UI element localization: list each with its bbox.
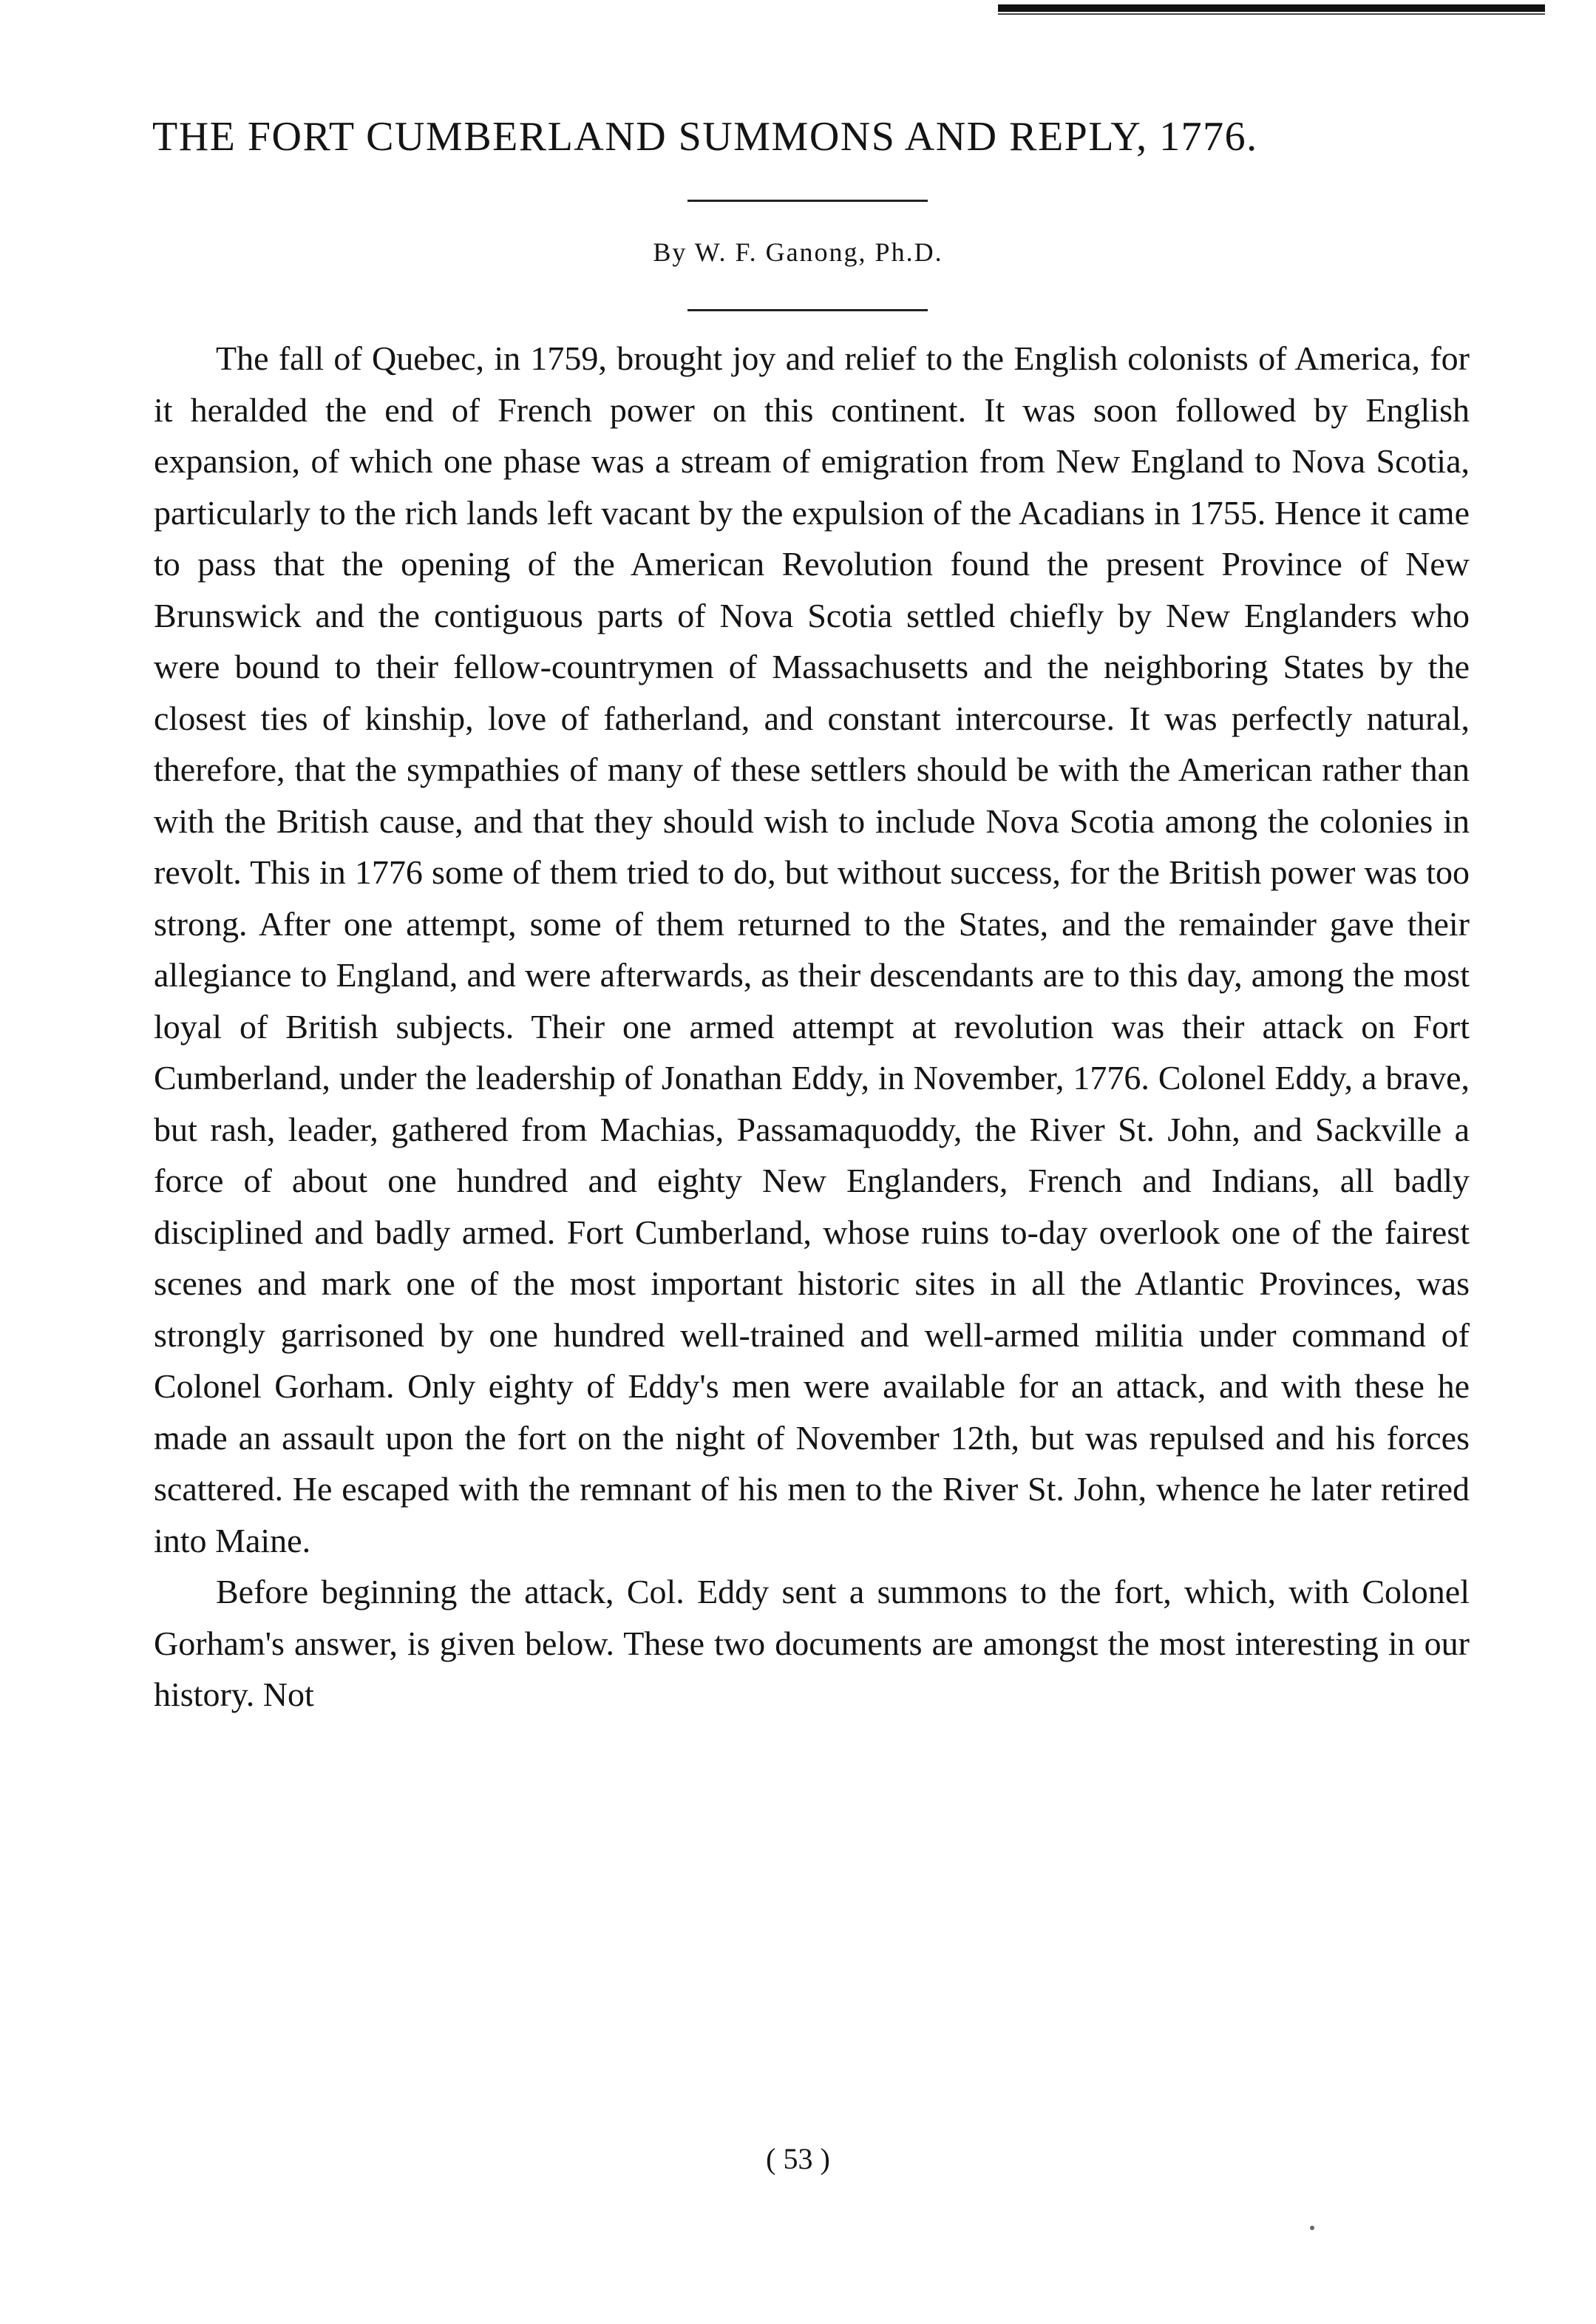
page-number: ( 53 ) [766,2142,830,2175]
top-border-rule-thin [998,13,1545,15]
byline-divider [687,309,928,311]
article-title: THE FORT CUMBERLAND SUMMONS AND REPLY, 1776. [152,114,1258,160]
paragraph-1: The fall of Quebec, in 1759, brought joy and relief to the English colonists of America, for it heralded the end of French power on this continent. It was soon followed by English expansion, of which one phase was a stream of emigration from New England to Nova Scotia, particularly to the rich lands left vacant by the expulsion of the Acadians in 1755. Hence it came to pass that the opening of the American Revolution found the present Province of New Brunswick and the contiguous parts of Nova Scotia settled chiefly by New Englanders who were bound to their fellow-countrymen of Massachusetts and the neighboring States by the closest ties of kinship, love of fatherland, and constant intercourse. It was perfectly natural, therefore, that the sympathies of many of these settlers should be with the American rather than with the British cause, and that they should wish to include Nova Scotia among the colonies in revolt. This in 1776 some of them tried to do, but without success, for the British power was too strong. After one attempt, some of them returned to the States, and the remainder gave their allegiance to England, and were afterwards, as their descendants are to this day, among the most loyal of British subjects. Their one armed attempt at revolution was their attack on Fort Cumberland, under the leadership of Jonathan Eddy, in November, 1776. Colonel Eddy, a brave, but rash, leader, gathered from Machias, Passamaquoddy, the River St. John, and Sackville a force of about one hundred and eighty New Englanders, French and Indians, all badly disciplined and badly armed. Fort Cumberland, whose ruins to-day overlook one of the fairest scenes and mark one of the most important historic sites in all the Atlantic Provinces, was strongly garrisoned by one hundred well-trained and well-armed militia under command of Colonel Gorham. Only eighty of Eddy's men were available for an attack, and with these he made an assault upon the fort on the night of November 12th, but was repulsed and his forces scattered. He escaped with the remnant of his men to the River St. John, whence he later retired into Maine. [154,339,1470,1559]
title-divider [687,200,928,202]
author-byline: By W. F. Ganong, Ph.D. [653,237,943,267]
page-speck [1310,2226,1314,2230]
article-body [154,333,1470,1721]
paragraph-2: Before beginning the attack, Col. Eddy sent a summons to the fort, which, with Colonel Gorham's answer, is given below. These two documents are amongst the most interesting in our history. Not [154,1573,1470,1713]
top-border-rule [998,4,1545,12]
